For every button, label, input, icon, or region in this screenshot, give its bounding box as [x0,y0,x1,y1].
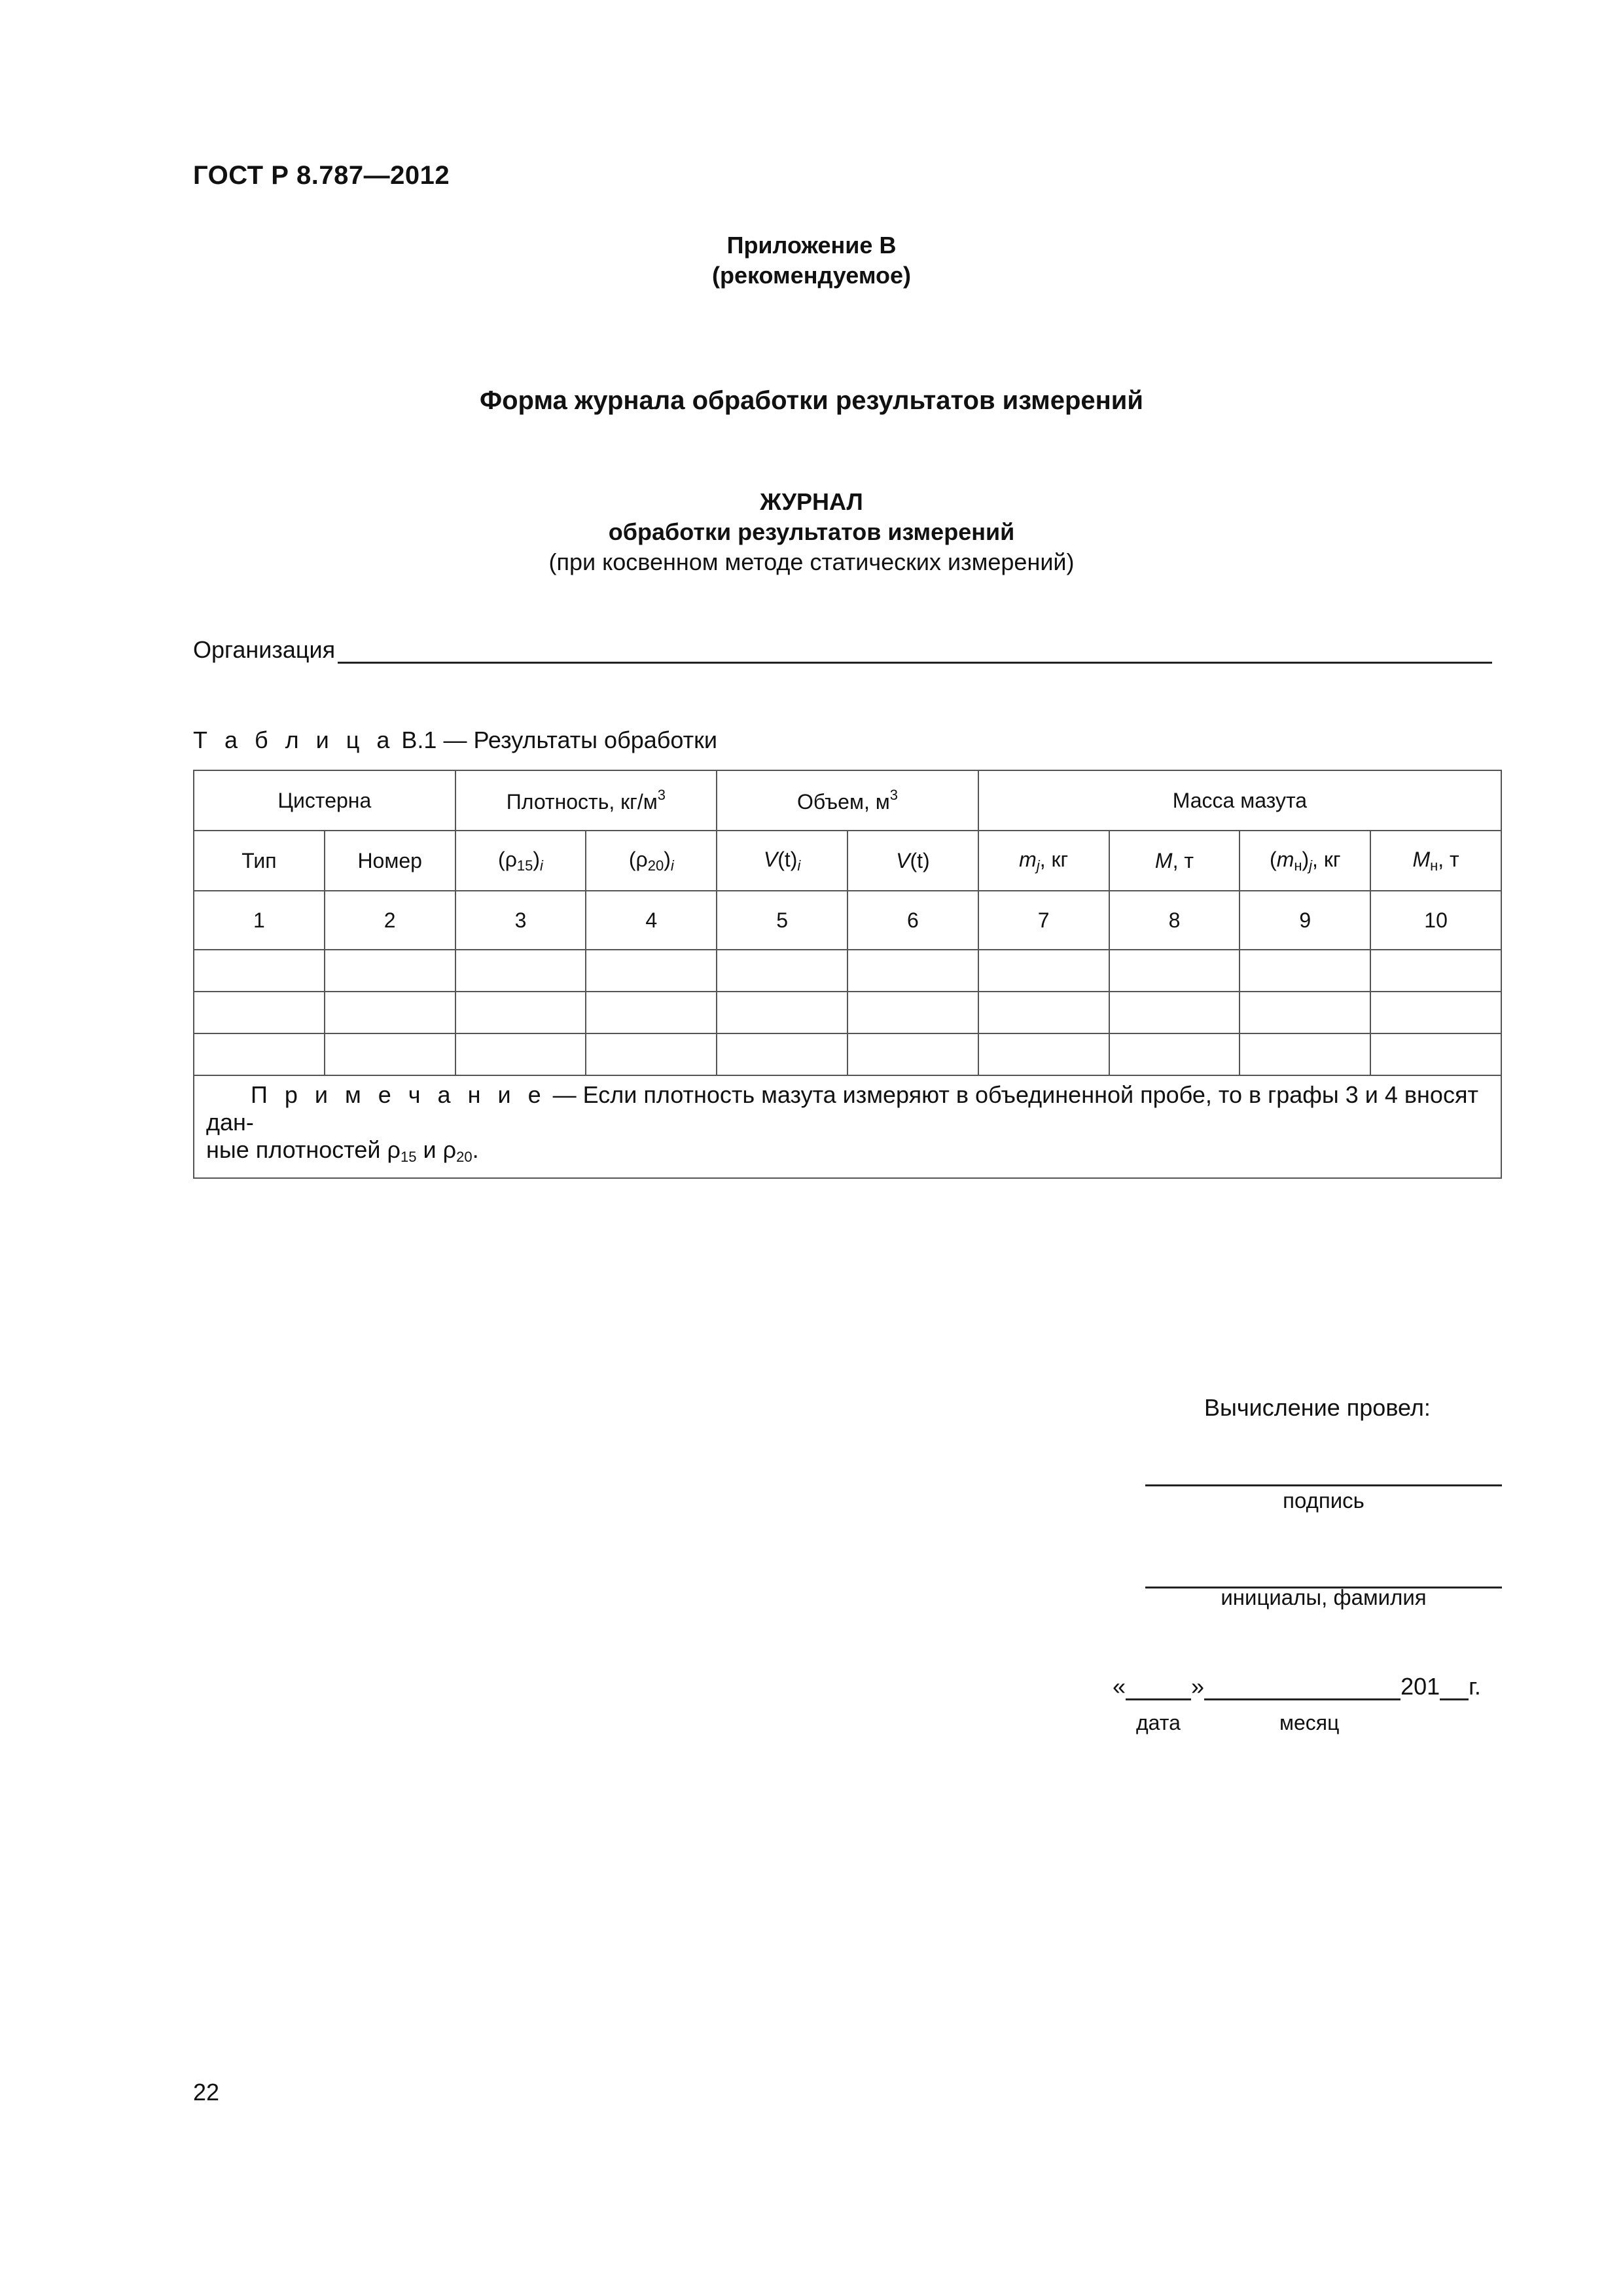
date-caption: дата [1136,1711,1181,1734]
column-number: 10 [1370,891,1501,950]
table-subheader-row [194,831,1501,891]
table-cell[interactable] [586,1033,717,1075]
header-rho15: $(\rho_{15})_i$ [455,831,586,891]
journal-title: ЖУРНАЛ [760,488,863,515]
header-rho20: $(\rho_{20})_i$ [586,831,717,891]
table-cell[interactable] [1109,1033,1240,1075]
header-net-mass-j: $(m_н)_j$, кг [1240,831,1370,891]
header-net-mass-total: $M_н$, т [1370,831,1501,891]
results-table [193,770,1502,1179]
table-cell[interactable] [1240,992,1370,1033]
table-row [194,1033,1501,1075]
day-input-line[interactable] [1126,1675,1191,1700]
table-cell[interactable] [194,992,325,1033]
header-mass: Масса мазута [978,770,1501,831]
journal-subtitle: обработки результатов измерений [608,518,1015,545]
appendix-status: (рекомендуемое) [712,262,911,289]
appendix-heading [0,230,1623,291]
year-input-line[interactable] [1440,1675,1469,1700]
table-cell[interactable] [194,1033,325,1075]
header-density: Плотность, $кг/м^3$ [455,770,717,831]
table-caption-prefix: Т а б л и ц а [193,726,395,753]
table-cell[interactable] [978,992,1109,1033]
appendix-title: Приложение В [726,232,897,259]
table-cell[interactable] [717,1033,847,1075]
table-cell[interactable] [325,992,455,1033]
organization-input-line[interactable] [338,638,1492,664]
table-cell[interactable] [455,950,586,992]
header-mass-j: $m_j$, кг [978,831,1109,891]
column-number: 7 [978,891,1109,950]
table-cell[interactable] [847,1033,978,1075]
table-caption-text: В.1 — Результаты обработки [401,726,717,753]
table-cell[interactable] [194,950,325,992]
header-volume: Объем, $м^3$ [717,770,978,831]
column-number: 6 [847,891,978,950]
column-number: 1 [194,891,325,950]
table-row [194,950,1501,992]
table-cell[interactable] [717,992,847,1033]
table-cell[interactable] [1370,992,1501,1033]
calculation-label: Вычисление провел: [1204,1394,1431,1421]
column-number: 8 [1109,891,1240,950]
month-input-line[interactable] [1204,1675,1400,1700]
header-volume-i: $V(t)_i$ [717,831,847,891]
table-cell[interactable] [717,950,847,992]
table-note-row [194,1075,1501,1178]
journal-heading [0,487,1623,577]
header-volume-total: V(t) [847,831,978,891]
column-number-row [194,891,1501,950]
column-number: 9 [1240,891,1370,950]
table-cell[interactable] [586,950,717,992]
organization-field[interactable] [193,636,1492,664]
column-number: 2 [325,891,455,950]
table-cell[interactable] [455,992,586,1033]
page-number: 22 [193,2079,220,2106]
column-number: 4 [586,891,717,950]
date-field: « » 201 г. [1113,1673,1481,1700]
month-caption: месяц [1279,1711,1340,1734]
note-prefix: П р и м е ч а н и е [251,1081,546,1108]
signature-line[interactable] [1145,1471,1502,1486]
table-cell[interactable] [1370,1033,1501,1075]
column-number: 3 [455,891,586,950]
table-note: П р и м е ч а н и е — Если плотность мазута измеряют в объединенной пробе, то в графы 3 и 4 вносят дан- ные плотностей $\rho_{15}$ и $\rho_{20}$. [194,1075,1501,1178]
header-tank: Цистерна [194,770,455,831]
header-mass-total: M, т [1109,831,1240,891]
table-cell[interactable] [1240,950,1370,992]
header-type: Тип [194,831,325,891]
table-cell[interactable] [1370,950,1501,992]
organization-label: Организация [193,636,336,663]
table-cell[interactable] [1109,992,1240,1033]
journal-method-note: (при косвенном методе статических измерений) [548,548,1075,575]
header-number: Номер [325,831,455,891]
table-cell[interactable] [978,1033,1109,1075]
name-caption: инициалы, фамилия [1221,1585,1427,1609]
table-cell[interactable] [1109,950,1240,992]
table-row [194,992,1501,1033]
table-cell[interactable] [847,950,978,992]
table-cell[interactable] [325,1033,455,1075]
table-cell[interactable] [978,950,1109,992]
table-group-header-row [194,770,1501,831]
document-id: ГОСТ Р 8.787—2012 [193,161,450,190]
signature-caption: подпись [1283,1488,1364,1513]
column-number: 5 [717,891,847,950]
table-cell[interactable] [325,950,455,992]
table-cell[interactable] [455,1033,586,1075]
table-caption [193,726,717,754]
form-title: Форма журнала обработки результатов измерений [479,386,1143,415]
table-cell[interactable] [1240,1033,1370,1075]
table-cell[interactable] [586,992,717,1033]
table-cell[interactable] [847,992,978,1033]
